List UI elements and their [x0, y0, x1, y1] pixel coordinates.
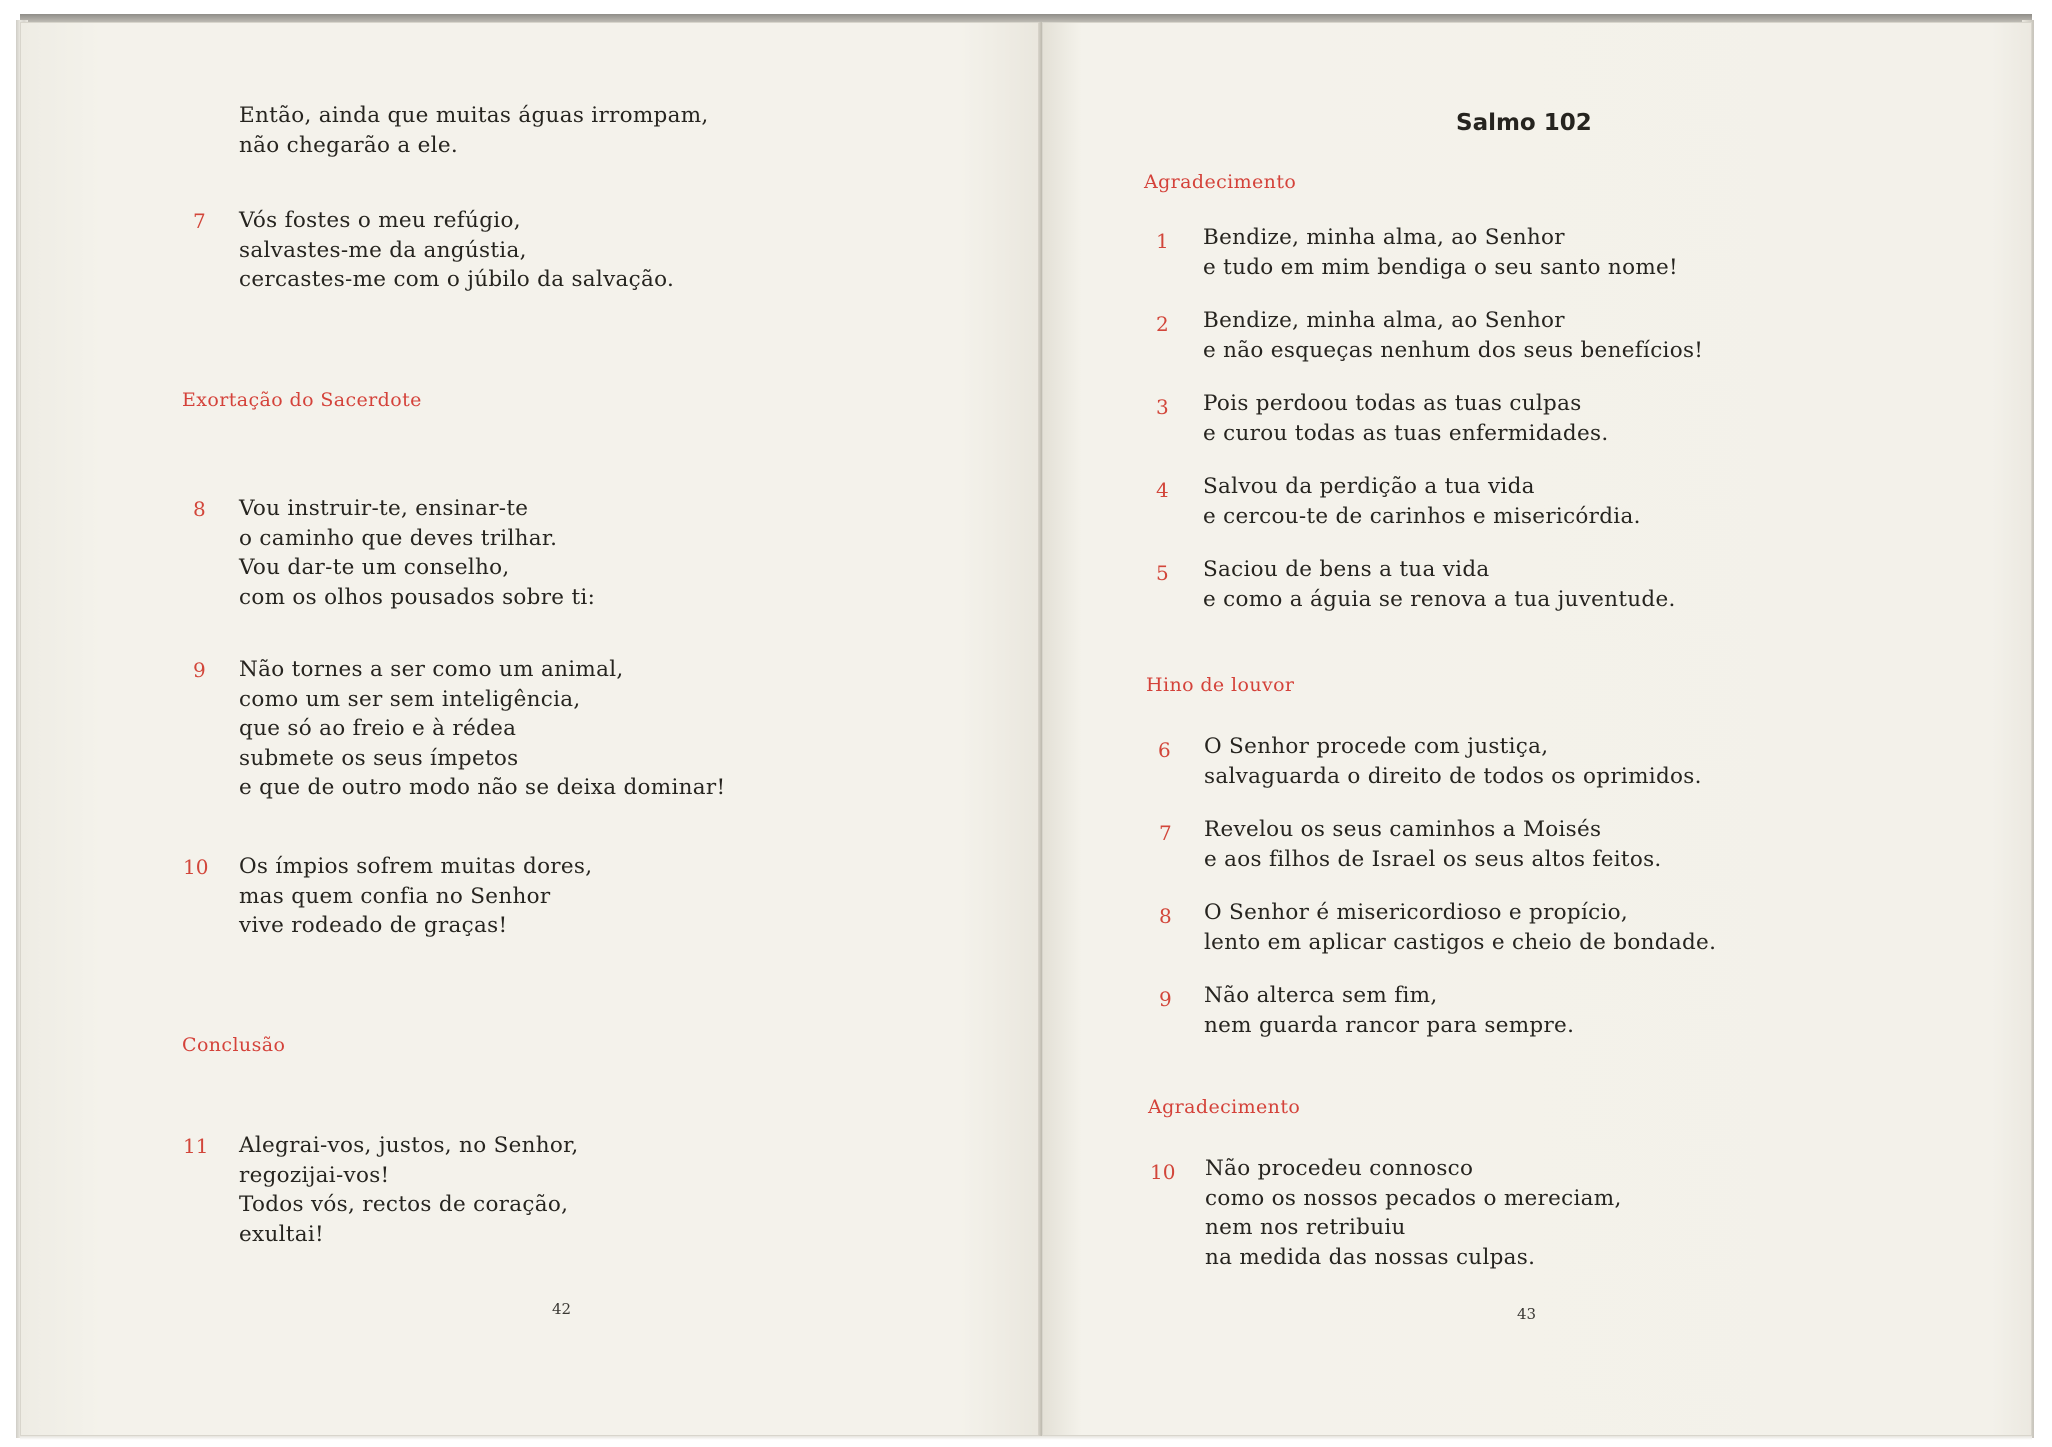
verse-number-2: 2 [1156, 312, 1169, 336]
verse-8: O Senhor é misericordioso e propício, lento em aplicar castigos e cheio de bondade. [1204, 900, 1717, 955]
verse-4: Salvou da perdição a tua vida e cercou-te de carinhos e misericórdia. [1203, 474, 1641, 529]
verse-7: Vós fostes o meu refúgio, salvastes-me da angústia, cercastes-me com o júbilo da salvação. [239, 208, 675, 292]
verse-number-11: 11 [183, 1134, 209, 1158]
verse-number-5: 5 [1156, 561, 1169, 585]
verse-number-9: 9 [193, 658, 206, 682]
verse-7: Revelou os seus caminhos a Moisés e aos filhos de Israel os seus altos feitos. [1204, 817, 1662, 872]
page-number-left: 42 [552, 1300, 572, 1318]
left-page [20, 22, 1042, 1436]
page-number-right: 43 [1517, 1305, 1537, 1323]
verse-10: Não procedeu connosco como os nossos pecados o mereciam, nem nos retribuiu na medida das nossas culpas. [1205, 1156, 1622, 1270]
verse-number-4: 4 [1156, 478, 1169, 502]
verse-number-10: 10 [1150, 1160, 1176, 1184]
verse-6: O Senhor procede com justiça, salvaguarda o direito de todos os oprimidos. [1204, 734, 1702, 789]
verse-number-9: 9 [1159, 987, 1172, 1011]
right-page [1042, 22, 2032, 1436]
verse-number-7: 7 [1159, 821, 1172, 845]
section-heading-conclusao: Conclusão [182, 1034, 286, 1056]
verse-1: Bendize, minha alma, ao Senhor e tudo em mim bendiga o seu santo nome! [1203, 225, 1678, 280]
section-heading-agradecimento-2: Agradecimento [1148, 1096, 1301, 1118]
verse-number-8: 8 [1159, 904, 1172, 928]
verse-number-8: 8 [193, 497, 206, 521]
verse-number-10: 10 [183, 855, 209, 879]
verse-9: Não tornes a ser como um animal, como um ser sem inteligência, que só ao freio e à rédea submete os seus ímpetos e que de outro modo não se deixa dominar! [239, 657, 726, 800]
section-heading-hino: Hino de louvor [1146, 674, 1295, 696]
section-heading-agradecimento-1: Agradecimento [1144, 171, 1297, 193]
verse-number-7: 7 [193, 209, 206, 233]
verse-11: Alegrai-vos, justos, no Senhor, regozijai-vos! Todos vós, rectos de coração, exultai! [239, 1133, 579, 1247]
verse-3: Pois perdoou todas as tuas culpas e curou todas as tuas enfermidades. [1203, 391, 1609, 446]
verse-10: Os ímpios sofrem muitas dores, mas quem confia no Senhor vive rodeado de graças! [239, 854, 593, 938]
section-heading-exortacao: Exortação do Sacerdote [182, 389, 422, 411]
psalm-title: Salmo 102 [1456, 110, 1592, 136]
verse-continuation: Então, ainda que muitas águas irrompam, não chegarão a ele. [239, 103, 709, 158]
verse-5: Saciou de bens a tua vida e como a águia se renova a tua juventude. [1203, 557, 1676, 612]
verse-number-3: 3 [1156, 395, 1169, 419]
verse-number-6: 6 [1158, 738, 1171, 762]
verse-8: Vou instruir-te, ensinar-te o caminho que deves trilhar. Vou dar-te um conselho, com os olhos pousados sobre ti: [239, 496, 596, 610]
verse-9: Não alterca sem fim, nem guarda rancor para sempre. [1204, 983, 1575, 1038]
verse-2: Bendize, minha alma, ao Senhor e não esqueças nenhum dos seus benefícios! [1203, 308, 1704, 363]
verse-number-1: 1 [1156, 229, 1169, 253]
